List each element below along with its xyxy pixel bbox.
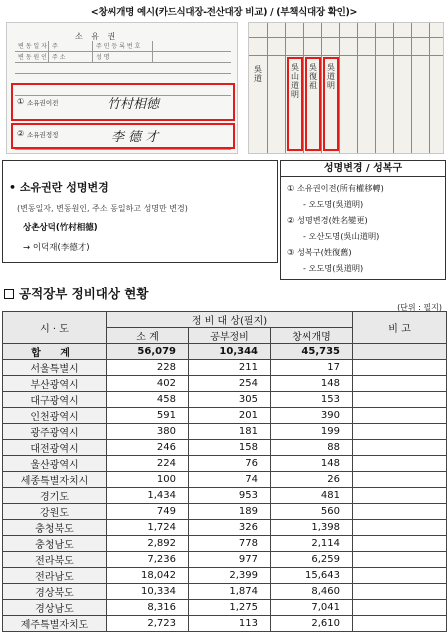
register-column-text: 吳道: [254, 65, 262, 83]
row1-number: ①: [17, 97, 25, 106]
region-cell: 강원도: [3, 504, 107, 520]
header-cell: 주: [49, 41, 93, 51]
note-cell: [353, 584, 447, 600]
gongbu-cell: 158: [189, 440, 271, 456]
header-cell: 주 민 등 록 번 호: [93, 41, 153, 51]
register-column-text: 吳道明: [327, 63, 335, 90]
subtotal-cell: 246: [107, 440, 189, 456]
register-rule: [357, 23, 358, 154]
region-cell: 서울특별시: [3, 360, 107, 376]
header-gongbu: 공부정비: [189, 328, 271, 344]
subtotal-cell: 7,236: [107, 552, 189, 568]
row2-name: 李 德 才: [111, 130, 159, 145]
ownership-name-change-box: [2, 160, 278, 263]
register-column-text: 吳復祖: [309, 63, 317, 90]
unit-label: (단위 : 필지): [397, 303, 442, 312]
changssi-cell: 88: [271, 440, 353, 456]
table-row: [3, 456, 447, 472]
table-row: [3, 504, 447, 520]
table-row: [3, 488, 447, 504]
section-title: [4, 284, 148, 302]
changssi-cell: 2,114: [271, 536, 353, 552]
gongbu-cell: 1,874: [189, 584, 271, 600]
note-cell: [353, 392, 447, 408]
changssi-cell: 6,259: [271, 552, 353, 568]
row2-number: ②: [17, 129, 25, 138]
subtotal-cell: 2,892: [107, 536, 189, 552]
region-cell: 합 계: [3, 344, 107, 360]
header-cell: 주 소: [49, 52, 93, 62]
register-rule: [249, 55, 444, 56]
region-cell: 울산광역시: [3, 456, 107, 472]
note-cell: [353, 600, 447, 616]
ownership-heading: • 소유권란 성명변경: [9, 181, 109, 194]
restoration-item: - 오도명(吳道明): [303, 263, 364, 273]
changssi-cell: 481: [271, 488, 353, 504]
table-body: [3, 344, 447, 632]
header-subtotal: 소 계: [107, 328, 189, 344]
header-target-group: 정 비 대 상(필지): [107, 312, 353, 328]
region-cell: 경기도: [3, 488, 107, 504]
table-row: [3, 440, 447, 456]
header-cell: 성 명: [93, 52, 153, 62]
card-ledger-scan: [6, 22, 238, 154]
region-cell: 광주광역시: [3, 424, 107, 440]
subtotal-cell: 56,079: [107, 344, 189, 360]
region-cell: 경상남도: [3, 600, 107, 616]
region-cell: 충청북도: [3, 520, 107, 536]
region-cell: 전라북도: [3, 552, 107, 568]
note-cell: [353, 552, 447, 568]
subtotal-cell: 1,724: [107, 520, 189, 536]
gongbu-cell: 10,344: [189, 344, 271, 360]
gongbu-cell: 1,275: [189, 600, 271, 616]
note-cell: [353, 376, 447, 392]
card-ledger-title: 소 유 권: [75, 32, 119, 41]
region-cell: 인천광역시: [3, 408, 107, 424]
table-row: [3, 376, 447, 392]
example-after-name: → 이덕재(李德才): [23, 243, 90, 253]
gongbu-cell: 254: [189, 376, 271, 392]
changssi-cell: 153: [271, 392, 353, 408]
note-cell: [353, 568, 447, 584]
gongbu-cell: 326: [189, 520, 271, 536]
subtotal-cell: 224: [107, 456, 189, 472]
gongbu-cell: 778: [189, 536, 271, 552]
register-rule: [321, 23, 322, 154]
section-square-bullet: [4, 289, 14, 299]
row1-name: 竹村相徳: [107, 97, 160, 112]
region-cell: 제주특별자치도: [3, 616, 107, 632]
register-rule: [375, 23, 376, 154]
changssi-cell: 2,610: [271, 616, 353, 632]
changssi-cell: 199: [271, 424, 353, 440]
name-restoration-box: [280, 160, 446, 280]
changssi-cell: 148: [271, 456, 353, 472]
example-before-name: 상촌상덕(竹村相德): [23, 223, 98, 233]
gongbu-cell: 953: [189, 488, 271, 504]
changssi-cell: 17: [271, 360, 353, 376]
card-ledger-header: [15, 32, 231, 87]
subtotal-cell: 228: [107, 360, 189, 376]
note-cell: [353, 456, 447, 472]
changssi-cell: 45,735: [271, 344, 353, 360]
note-cell: [353, 536, 447, 552]
restoration-title: 성명변경 / 성복구: [281, 161, 445, 177]
table-row: [3, 536, 447, 552]
table-row: [3, 472, 447, 488]
subtotal-cell: 2,723: [107, 616, 189, 632]
ownership-heading-text: 소유권란 성명변경: [19, 181, 109, 194]
changssi-cell: 560: [271, 504, 353, 520]
restoration-item: ① 소유권이전(所有權移轉): [287, 183, 384, 193]
ownership-subtext: (변동일자, 변동원인, 주소 동일하고 성명만 변경): [17, 204, 188, 213]
maintenance-stats-table: [2, 311, 447, 632]
register-rule: [411, 23, 412, 154]
region-cell: 대전광역시: [3, 440, 107, 456]
table-row: [3, 600, 447, 616]
gongbu-cell: 181: [189, 424, 271, 440]
subtotal-cell: 749: [107, 504, 189, 520]
figure-caption: <창씨개명 예시(카드식대장-전산대장 비교) / (부책식대장 확인)>: [90, 7, 358, 18]
register-rule: [393, 23, 394, 154]
note-cell: [353, 504, 447, 520]
subtotal-cell: 10,334: [107, 584, 189, 600]
region-cell: 대구광역시: [3, 392, 107, 408]
register-rule: [429, 23, 430, 154]
gongbu-cell: 2,399: [189, 568, 271, 584]
register-rule: [339, 23, 340, 154]
restoration-item: - 오도명(吳道明): [303, 199, 364, 209]
gongbu-cell: 113: [189, 616, 271, 632]
restoration-item: ② 성명변경(姓名變更): [287, 215, 368, 225]
region-cell: 경상북도: [3, 584, 107, 600]
table-row: [3, 568, 447, 584]
table-total-row: [3, 344, 447, 360]
region-cell: 전라남도: [3, 568, 107, 584]
row2-label: 소유권정정: [27, 131, 59, 139]
changssi-cell: 148: [271, 376, 353, 392]
note-cell: [353, 616, 447, 632]
note-cell: [353, 488, 447, 504]
changssi-cell: 8,460: [271, 584, 353, 600]
header-cell: 변 동 원 인: [15, 52, 49, 62]
note-cell: [353, 520, 447, 536]
subtotal-cell: 18,042: [107, 568, 189, 584]
header-changssi: 창씨개명: [271, 328, 353, 344]
changssi-cell: 7,041: [271, 600, 353, 616]
register-rule: [303, 23, 304, 154]
gongbu-cell: 201: [189, 408, 271, 424]
table-row: [3, 552, 447, 568]
note-cell: [353, 472, 447, 488]
row1-label: 소유권이전: [27, 99, 59, 107]
table-row: [3, 584, 447, 600]
note-cell: [353, 344, 447, 360]
table-row: [3, 408, 447, 424]
ledger-rule: [15, 149, 231, 150]
table-row: [3, 616, 447, 632]
gongbu-cell: 74: [189, 472, 271, 488]
note-cell: [353, 424, 447, 440]
gongbu-cell: 977: [189, 552, 271, 568]
subtotal-cell: 591: [107, 408, 189, 424]
register-rule: [249, 37, 444, 38]
changssi-cell: 1,398: [271, 520, 353, 536]
subtotal-cell: 402: [107, 376, 189, 392]
note-cell: [353, 360, 447, 376]
register-ledger-scan: [248, 22, 444, 154]
subtotal-cell: 458: [107, 392, 189, 408]
table-row: [3, 392, 447, 408]
note-cell: [353, 440, 447, 456]
table-row: [3, 424, 447, 440]
header-region: 시 · 도: [3, 312, 107, 344]
register-column-text: 吳山道明: [291, 63, 299, 99]
header-cell: 변 동 일 자: [15, 41, 49, 51]
subtotal-cell: 1,434: [107, 488, 189, 504]
gongbu-cell: 305: [189, 392, 271, 408]
subtotal-cell: 8,316: [107, 600, 189, 616]
changssi-cell: 26: [271, 472, 353, 488]
header-note: 비 고: [353, 312, 447, 344]
region-cell: 세종특별자치시: [3, 472, 107, 488]
note-cell: [353, 408, 447, 424]
region-cell: 충청남도: [3, 536, 107, 552]
restoration-item: ③ 성복구(姓復舊): [287, 247, 352, 257]
subtotal-cell: 100: [107, 472, 189, 488]
gongbu-cell: 211: [189, 360, 271, 376]
region-cell: 부산광역시: [3, 376, 107, 392]
register-rule: [285, 23, 286, 154]
section-title-text: 공적장부 정비대상 현황: [19, 286, 149, 301]
gongbu-cell: 76: [189, 456, 271, 472]
table-row: [3, 360, 447, 376]
table-row: [3, 520, 447, 536]
restoration-item: - 오산도명(吳山道明): [303, 231, 380, 241]
changssi-cell: 390: [271, 408, 353, 424]
subtotal-cell: 380: [107, 424, 189, 440]
register-rule: [267, 23, 268, 154]
gongbu-cell: 189: [189, 504, 271, 520]
changssi-cell: 15,643: [271, 568, 353, 584]
